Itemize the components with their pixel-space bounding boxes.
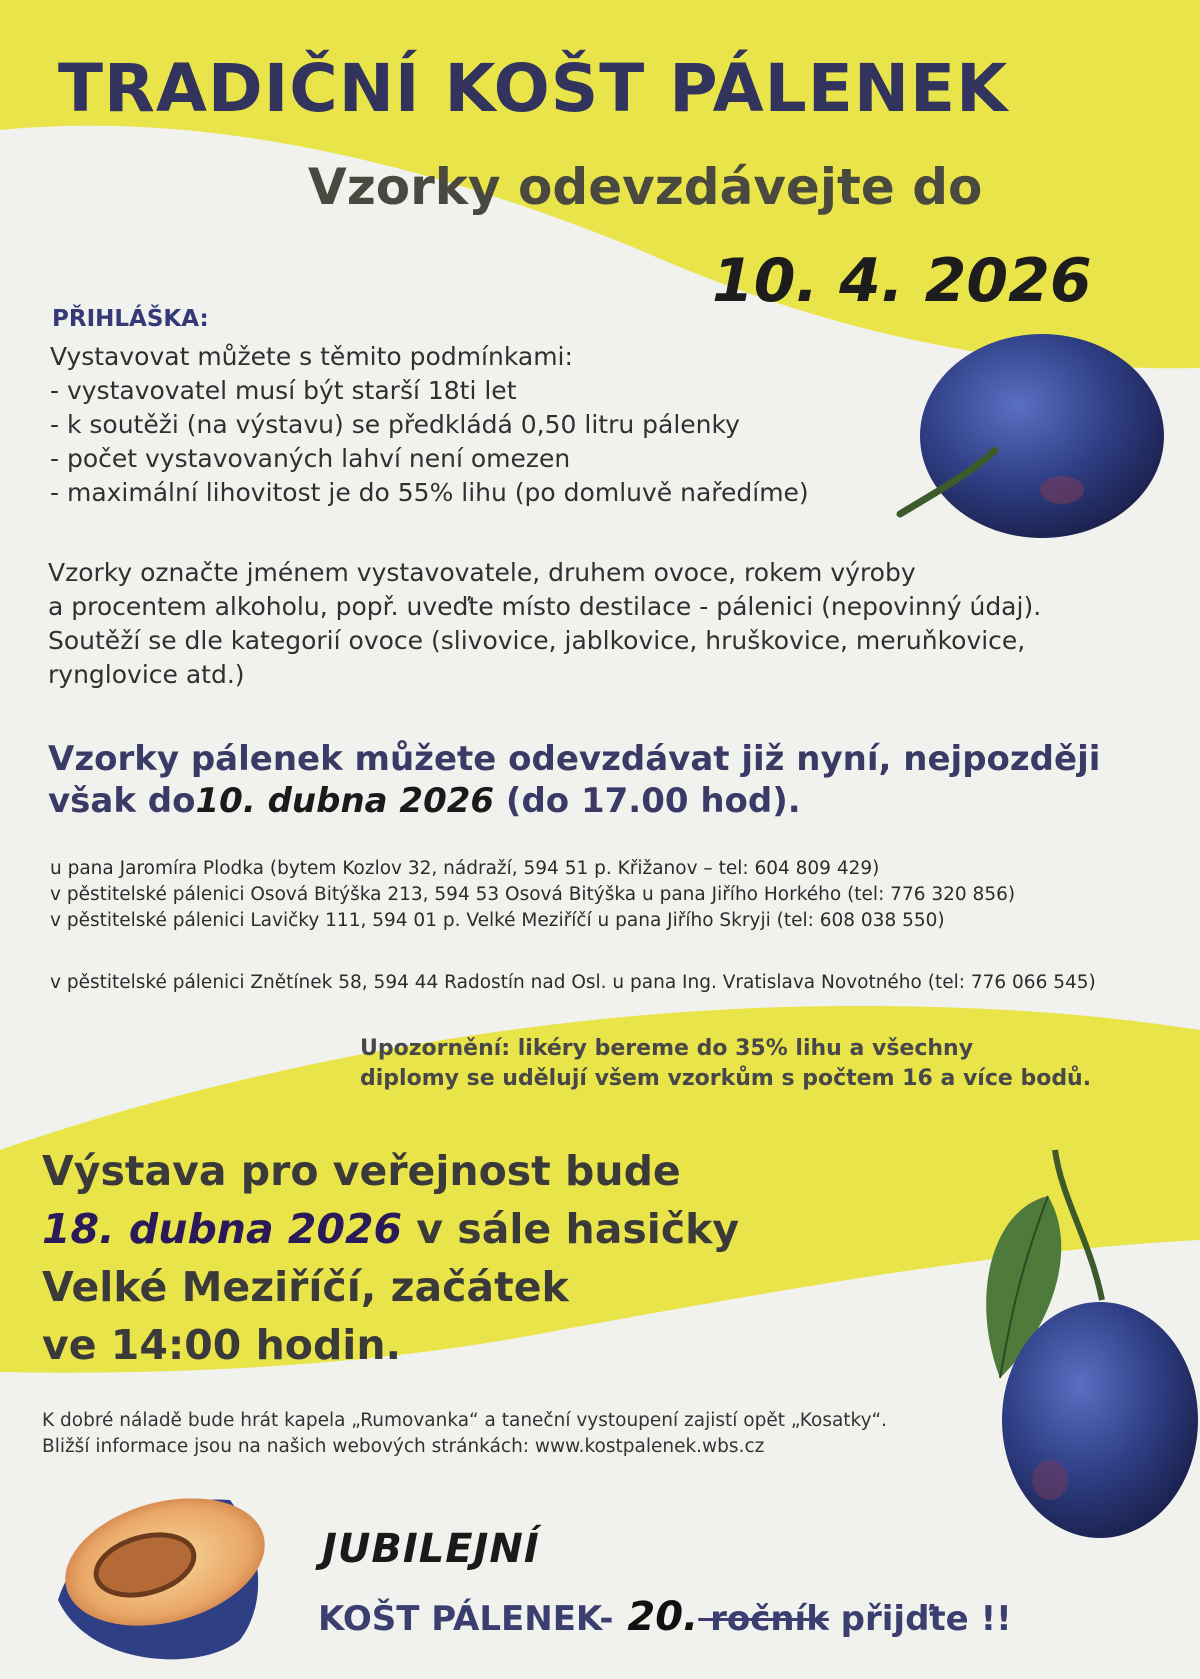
contact-item: v pěstitelské pálenici Osová Bitýška 213, 594 53 Osová Bitýška u pana Jiřího Horkého (tel: 776 320 856) [50, 884, 1016, 905]
submission-suffix: (do 17.00 hod). [494, 781, 801, 821]
contact-list [50, 856, 1096, 996]
halved-plum-illustration [51, 1478, 279, 1660]
poster-title: TRADIČNÍ KOŠT PÁLENEK [58, 50, 1009, 127]
exhibition-date: 18. dubna 2026 [42, 1205, 403, 1253]
footer-line-2: Bližší informace jsou na našich webových stránkách: www.kostpalenek.wbs.cz [42, 1436, 765, 1457]
exhibition-venue: v sále hasičky [402, 1205, 740, 1253]
jubilee-struck-word: ročník [698, 1599, 829, 1639]
erased-contact-line [50, 934, 1096, 970]
jubilee-suffix: přijďte !! [828, 1599, 1012, 1639]
marking-line: Vzorky označte jménem vystavovatele, druhem ovoce, rokem výroby [48, 558, 916, 587]
contact-item: v pěstitelské pálenici Znětínek 58, 594 44 Radostín nad Osl. u pana Ing. Vratislava Novotného (tel: 776 066 545) [50, 972, 1096, 993]
marking-line: a procentem alkoholu, popř. uveďte místo destilace - pálenici (nepovinný údaj). [48, 592, 1042, 621]
footer-line-1: K dobré náladě bude hrát kapela „Rumovanka“ a taneční vystoupení zajistí opět „Kosatky“. [42, 1410, 888, 1431]
registration-rules [50, 340, 809, 510]
warning-line-2: diplomy se udělují všem vzorkům s počtem 16 a více bodů. [360, 1066, 1092, 1091]
rules-line: Vystavovat můžete s těmito podmínkami: [50, 342, 573, 371]
exhibition-info [42, 1142, 739, 1374]
deadline-date: 10. 4. 2026 [712, 246, 1092, 316]
exhibition-line-1: Výstava pro veřejnost bude [42, 1147, 681, 1195]
submission-line-2 [48, 780, 1100, 822]
marking-line: Soutěží se dle kategorií ovoce (slivovice, jablkovice, hruškovice, meruňkovice, [48, 626, 1026, 655]
exhibition-line-2 [42, 1200, 739, 1258]
contact-item: v pěstitelské pálenici Lavičky 111, 594 01 p. Velké Meziříčí u pana Jiřího Skryji (tel: 608 038 550) [50, 910, 945, 931]
registration-heading: PŘIHLÁŠKA: [52, 306, 209, 332]
rules-line: - vystavovatel musí být starší 18ti let [50, 376, 517, 405]
marking-instructions [48, 556, 1041, 692]
jubilee-number: 20. [613, 1594, 699, 1640]
rules-line: - k soutěži (na výstavu) se předkládá 0,50 litru pálenky [50, 410, 740, 439]
rules-line: - maximální lihovitost je do 55% lihu (po domluvě naředíme) [50, 478, 809, 507]
jubilee-title: JUBILEJNÍ [322, 1526, 540, 1572]
warning-note [360, 1034, 1091, 1094]
jubilee-line [318, 1594, 1012, 1640]
submission-prefix: však do [48, 781, 196, 821]
plum-top-illustration [900, 334, 1164, 538]
jubilee-prefix: KOŠT PÁLENEK- [318, 1599, 614, 1639]
submission-date: 10. dubna 2026 [195, 781, 495, 821]
exhibition-line-3: Velké Meziříčí, začátek [42, 1263, 569, 1311]
marking-line: rynglovice atd.) [48, 660, 245, 689]
submission-note [48, 738, 1100, 822]
rules-line: - počet vystavovaných lahví není omezen [50, 444, 571, 473]
warning-line-1: Upozornění: likéry bereme do 35% lihu a všechny [360, 1036, 974, 1061]
exhibition-line-4: ve 14:00 hodin. [42, 1321, 402, 1369]
footer-note [42, 1408, 887, 1460]
contact-item: u pana Jaromíra Plodka (bytem Kozlov 32, nádraží, 594 51 p. Křižanov – tel: 604 809 429) [50, 858, 880, 879]
poster-subtitle: Vzorky odevzdávejte do [308, 158, 983, 216]
submission-line-1: Vzorky pálenek můžete odevzdávat již nyní, nejpozději [48, 739, 1101, 779]
